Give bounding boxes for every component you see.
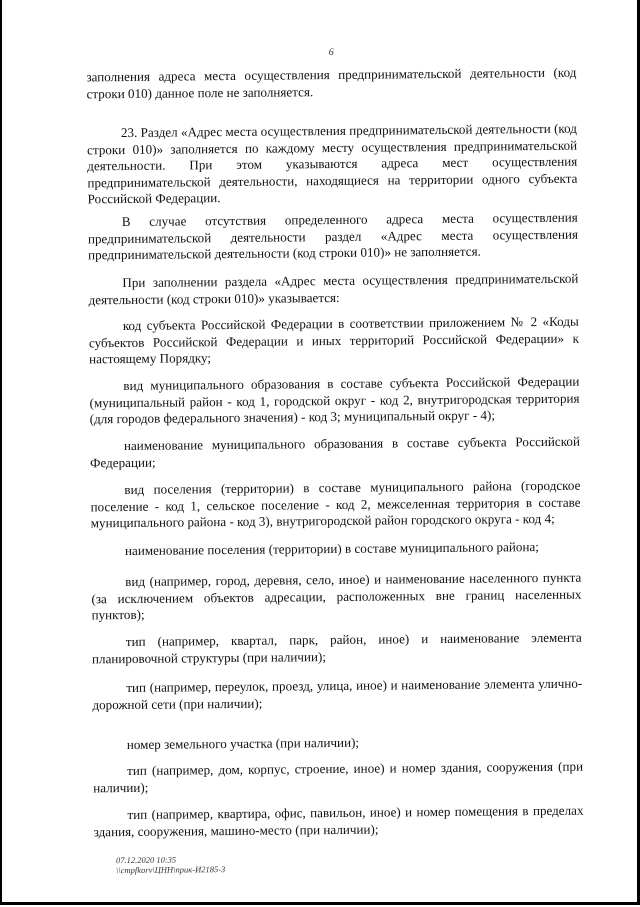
list-item-building: тип (например, дом, корпус, строение, иное) и номер здания, сооружения (при наличии);	[93, 758, 584, 795]
footer-timestamp: 07.12.2020 10:35	[115, 854, 177, 866]
list-item-planning-element: тип (например, квартал, парк, район, иное) и наименование элемента планировочной структуры (при наличии);	[91, 629, 582, 666]
page-number: 6	[328, 46, 334, 59]
list-item-settlement-type: вид поселения (территории) в составе муниципального района (городское поселение - код 1, сельское поселение - код 2, межселенная территория в составе муниципального района - код 3), внутригородской район городского округа - код 4;	[90, 477, 581, 531]
document-page	[86, 0, 585, 907]
paragraph-continuation: заполнения адреса места осуществления предпринимательской деятельности (код строки 010) данное поле не заполняется.	[86, 64, 577, 101]
list-item-region-code: код субъекта Российской Федерации в соответствии приложением № 2 «Коды субъектов Российской Федерации и иных территорий Российской Федерации» к настоящему Порядку;	[88, 313, 580, 367]
list-item-municipal-name: наименование муниципального образования в составе субъекта Российской Федерации;	[90, 433, 580, 470]
paragraph-23: 23. Раздел «Адрес места осуществления предпринимательской деятельности (код строки 010)» заполняется по каждому месту осуществления предпринимательской деятельности. При этом указываются адреса мест осуществления предпринимательской деятельности, находящиеся на территории одного субъекта Российской Федерации.	[87, 120, 578, 207]
document-footer	[116, 854, 225, 875]
list-item-municipal-type: вид муниципального образования в составе субъекта Российской Федерации (муниципальный район - код 1, городской округ - код 2, внутригородская территория (для городов федерального значения) - код 3; муниципальный округ - 4);	[89, 373, 580, 427]
list-item-land-plot: номер земельного участка (при наличии);	[126, 734, 360, 753]
footer-file-path: \\cmpfkorv\ЦНН\прик-И2185-3	[115, 864, 226, 876]
paragraph-absence: В случае отсутствия определенного адреса места осуществления предпринимательской деятельности раздел «Адрес места осуществления предпринимательской деятельности (код строки 010)» не заполняется.	[87, 209, 579, 263]
list-item-road-element: тип (например, переулок, проезд, улица, иное) и наименование элемента улично-дорожной сети (при наличии);	[92, 675, 583, 712]
paragraph-intro: При заполнении раздела «Адрес места осуществления предпринимательской деятельности (код строки 010)» указывается:	[88, 270, 579, 307]
scan-border-left	[0, 0, 2, 905]
list-item-locality: вид (например, город, деревня, село, иное) и наименование населенного пункта (за исключением объектов адресации, расположенных вне границ населенных пунктов);	[91, 569, 582, 623]
list-item-premises: тип (например, квартира, офис, павильон, иное) и номер помещения в пределах здания, сооружения, машино-место (при наличии);	[93, 802, 584, 839]
list-item-settlement-name: наименование поселения (территории) в составе муниципального района;	[124, 539, 539, 559]
